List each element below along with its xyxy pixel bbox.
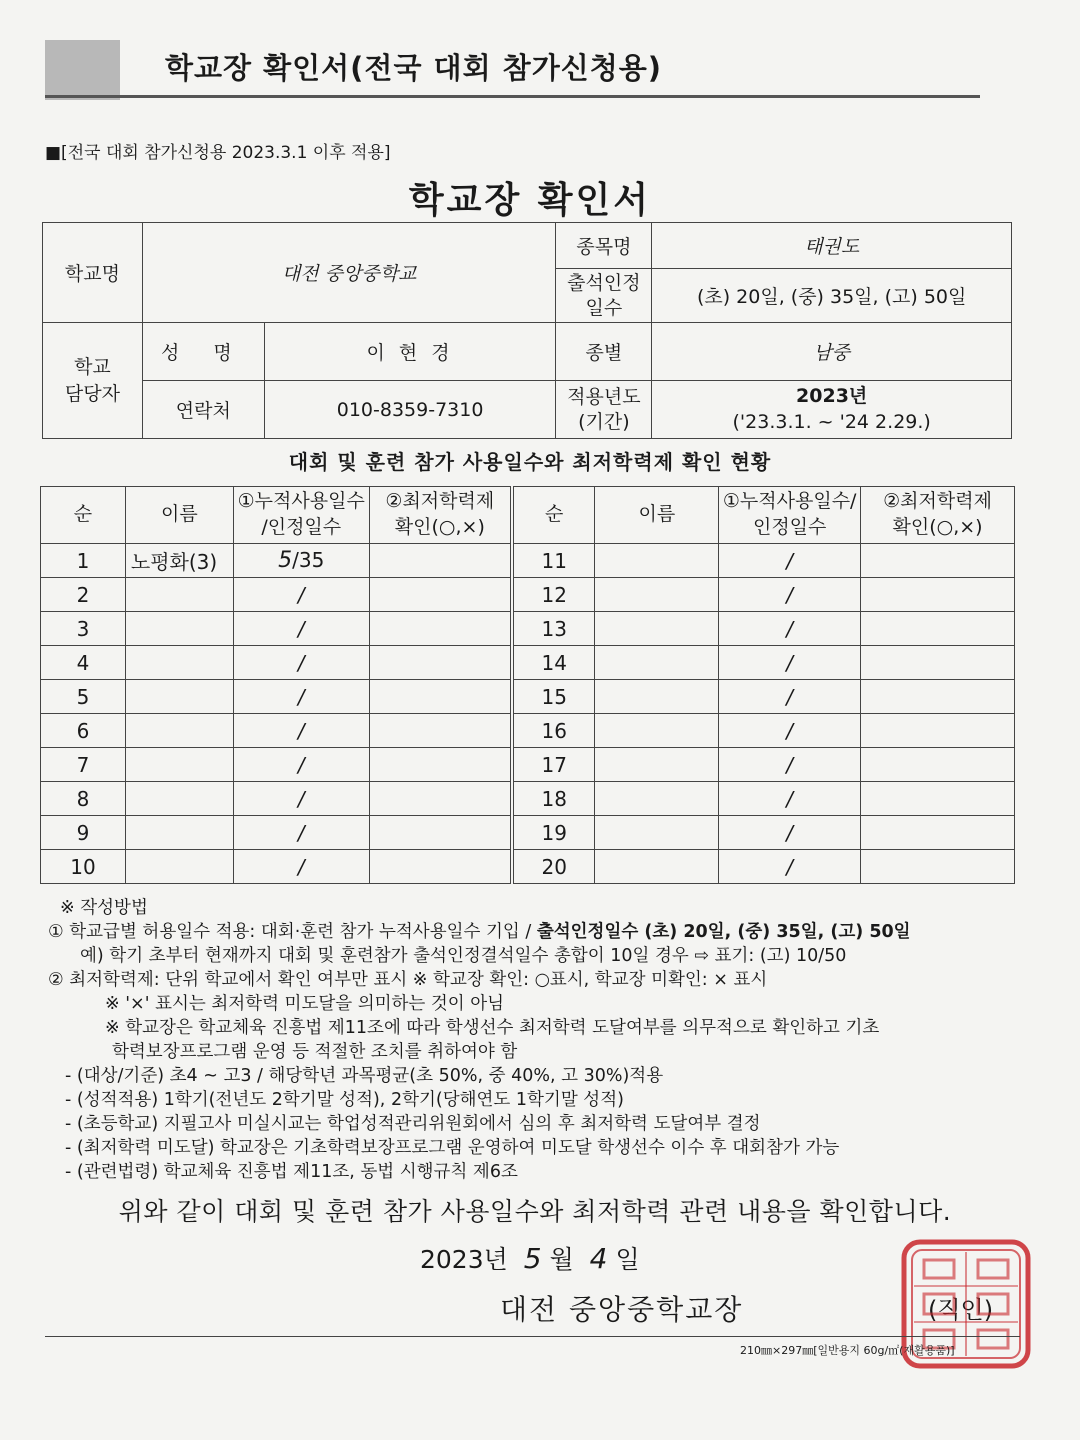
row-name <box>595 850 719 884</box>
date-month-label: 월 <box>549 1245 574 1274</box>
row-name <box>595 782 719 816</box>
row-days: / <box>233 850 369 884</box>
phone-label: 연락처 <box>142 381 264 439</box>
school-label: 학교명 <box>43 223 143 323</box>
name-value: 이 현 경 <box>264 323 556 381</box>
instruction-item-2-note-2a: ※ 학교장은 학교체육 진흥법 제11조에 따라 학생선수 최저학력 도달여부를 의무적으로 확인하고 기초 <box>105 1018 880 1038</box>
row-name <box>595 680 719 714</box>
row-no: 1 <box>41 544 126 578</box>
row-days: / <box>719 782 861 816</box>
phone-value: 010-8359-7310 <box>264 381 556 439</box>
banner-title: 학교장 확인서(전국 대회 참가신청용) <box>165 51 663 85</box>
date-day-label: 일 <box>615 1245 640 1274</box>
instruction-item-1-example: 예) 학기 초부터 현재까지 대회 및 훈련참가 출석인정결석일수 총합이 10일 경우 ⇨ 표기: (고) 10/50 <box>80 946 847 966</box>
row-check <box>861 612 1015 646</box>
row-name <box>125 782 233 816</box>
row-no: 4 <box>41 646 126 680</box>
year-value-line2: ('23.3.1. ~ '24 2.29.) <box>732 410 931 433</box>
table-row <box>41 714 1015 748</box>
attendance-value: (초) 20일, (중) 35일, (고) 50일 <box>652 269 1012 323</box>
row-name <box>595 816 719 850</box>
row-check <box>861 544 1015 578</box>
header-check-right-line1: ②최저학력제 <box>883 490 992 513</box>
year-value <box>652 381 1012 439</box>
row-name <box>595 646 719 680</box>
paper-spec: 210㎜×297㎜[일반용지 60g/㎡(재활용품)] <box>740 1344 955 1357</box>
row-days: / <box>233 646 369 680</box>
row-name <box>125 646 233 680</box>
row-check <box>369 816 512 850</box>
instructions-heading: ※ 작성방법 <box>60 898 148 918</box>
row-no: 5 <box>41 680 126 714</box>
row-check <box>369 578 512 612</box>
row-no: 19 <box>512 816 595 850</box>
header-gray-block <box>45 40 120 100</box>
row-check <box>369 646 512 680</box>
top-note: ■[전국 대회 참가신청용 2023.3.1 이후 적용] <box>45 143 391 163</box>
row-name <box>125 680 233 714</box>
row-name <box>595 544 719 578</box>
table-row <box>41 680 1015 714</box>
header-days-left-line1: ①누적사용일수 <box>237 490 365 513</box>
school-name: 대전 중앙중학교 <box>142 223 556 323</box>
instruction-item-1-text: ① 학교급별 허용일수 적용: 대회·훈련 참가 누적사용일수 기입 / <box>48 922 537 942</box>
date-month-handwritten: 5 <box>523 1242 542 1275</box>
row-no: 3 <box>41 612 126 646</box>
row-no: 14 <box>512 646 595 680</box>
year-label-line2: (기간) <box>578 410 630 433</box>
row-days: / <box>233 680 369 714</box>
row-days: / <box>719 578 861 612</box>
row-name <box>125 714 233 748</box>
row-no: 20 <box>512 850 595 884</box>
signature-date <box>420 1240 640 1276</box>
school-info-table <box>42 222 1012 439</box>
header-no-right: 순 <box>512 487 595 544</box>
row-no: 2 <box>41 578 126 612</box>
row-check <box>369 544 512 578</box>
row-name: 노평화(3) <box>125 544 233 578</box>
row-check <box>861 578 1015 612</box>
row-no: 10 <box>41 850 126 884</box>
category-value: 남중 <box>652 323 1012 381</box>
row-no: 7 <box>41 748 126 782</box>
row-no: 16 <box>512 714 595 748</box>
instruction-bullet: - (성적적용) 1학기(전년도 2학기말 성적), 2학기(당해연도 1학기말 성적) <box>65 1090 624 1110</box>
row-no: 6 <box>41 714 126 748</box>
row-days: / <box>719 748 861 782</box>
seal-label: (직인) <box>928 1296 994 1324</box>
date-year: 2023년 <box>420 1245 508 1274</box>
instructions <box>48 896 1025 1184</box>
year-label-line1: 적용년도 <box>567 385 641 408</box>
row-days: / <box>719 680 861 714</box>
row-days: / <box>719 544 861 578</box>
sport-label: 종목명 <box>556 223 652 269</box>
table-row <box>41 578 1015 612</box>
row-days: / <box>233 816 369 850</box>
table-row <box>41 646 1015 680</box>
row-check <box>369 782 512 816</box>
row-days: / <box>233 578 369 612</box>
row-check <box>369 850 512 884</box>
row-name <box>595 612 719 646</box>
attendance-label-line1: 출석인정 <box>567 271 641 294</box>
row-name <box>125 816 233 850</box>
attendance-label <box>556 269 652 323</box>
year-label <box>556 381 652 439</box>
row-days: / <box>233 612 369 646</box>
section-title: 대회 및 훈련 참가 사용일수와 최저학력제 확인 현황 <box>288 450 772 474</box>
header-check-right <box>861 487 1015 544</box>
row-days <box>233 544 369 578</box>
name-label: 성 명 <box>142 323 264 381</box>
row-days: / <box>719 816 861 850</box>
roster-table <box>40 486 1015 884</box>
row-no: 15 <box>512 680 595 714</box>
row-no: 11 <box>512 544 595 578</box>
bottom-rule <box>45 1336 1020 1337</box>
header-days-left-line2: /인정일수 <box>261 516 342 538</box>
row-check <box>861 714 1015 748</box>
row-name <box>125 578 233 612</box>
contact-label-line2: 담당자 <box>64 382 120 405</box>
row-no: 18 <box>512 782 595 816</box>
row-name <box>595 714 719 748</box>
row-days: / <box>233 748 369 782</box>
document-title: 학교장 확인서 <box>408 180 652 221</box>
table-row <box>41 544 1015 578</box>
header-days-right-line1: ①누적사용일수/ <box>722 490 857 513</box>
table-row <box>41 782 1015 816</box>
row-check <box>861 850 1015 884</box>
table-row <box>41 816 1015 850</box>
year-value-line1: 2023년 <box>796 384 868 407</box>
table-row <box>41 612 1015 646</box>
instruction-bullet: - (대상/기준) 초4 ~ 고3 / 해당학년 과목평균(초 50%, 중 40%, 고 30%)적용 <box>65 1066 664 1086</box>
row-no: 12 <box>512 578 595 612</box>
header-check-left-line2: 확인(○,×) <box>394 516 485 538</box>
row-check <box>369 748 512 782</box>
row-no: 9 <box>41 816 126 850</box>
header-name-right: 이름 <box>595 487 719 544</box>
header-days-right-line2: 인정일수 <box>752 516 827 538</box>
header-check-right-line2: 확인(○,×) <box>892 516 983 538</box>
contact-label-line1: 학교 <box>74 355 111 378</box>
header-no-left: 순 <box>41 487 126 544</box>
instruction-bullet: - (초등학교) 지필고사 미실시교는 학업성적관리위원회에서 심의 후 최저학력 도달여부 결정 <box>65 1114 761 1134</box>
row-days: / <box>719 646 861 680</box>
row-check <box>861 782 1015 816</box>
row-check <box>861 816 1015 850</box>
row-no: 17 <box>512 748 595 782</box>
row-no: 13 <box>512 612 595 646</box>
table-row <box>41 850 1015 884</box>
sport-value: 태권도 <box>652 223 1012 269</box>
instruction-item-2: ② 최저학력제: 단위 학교에서 확인 여부만 표시 ※ 학교장 확인: ○표시, 학교장 미확인: × 표시 <box>48 970 768 990</box>
row-name <box>595 748 719 782</box>
row-check <box>861 646 1015 680</box>
banner-rule <box>45 95 980 98</box>
header-days-left <box>233 487 369 544</box>
row-days-total: /35 <box>292 548 325 572</box>
row-check <box>369 612 512 646</box>
contact-label <box>43 323 143 439</box>
row-days: / <box>233 714 369 748</box>
instruction-bullet: - (최저학력 미도달) 학교장은 기초학력보장프로그램 운영하여 미도달 학생선수 이수 후 대회참가 가능 <box>65 1138 840 1158</box>
instruction-item-2-note-2b: 학력보장프로그램 운영 등 적절한 조치를 취하여야 함 <box>112 1042 518 1062</box>
instruction-item-1-bold: 출석인정일수 (초) 20일, (중) 35일, (고) 50일 <box>536 922 911 942</box>
row-days: / <box>233 782 369 816</box>
category-label: 종별 <box>556 323 652 381</box>
row-check <box>861 680 1015 714</box>
row-days: / <box>719 714 861 748</box>
row-name <box>125 612 233 646</box>
instruction-item-2-note-1: ※ '×' 표시는 최저학력 미도달을 의미하는 것이 아님 <box>105 994 505 1014</box>
row-name <box>125 748 233 782</box>
row-check <box>369 714 512 748</box>
header-days-right <box>719 487 861 544</box>
row-name <box>595 578 719 612</box>
date-day-handwritten: 4 <box>589 1242 608 1275</box>
row-name <box>125 850 233 884</box>
row-check <box>861 748 1015 782</box>
confirmation-statement: 위와 같이 대회 및 훈련 참가 사용일수와 최저학력 관련 내용을 확인합니다. <box>118 1197 952 1226</box>
header-check-left-line1: ②최저학력제 <box>385 490 495 513</box>
row-days: / <box>719 850 861 884</box>
row-days: / <box>719 612 861 646</box>
principal-name: 대전 중앙중학교장 <box>500 1293 744 1326</box>
header-check-left <box>369 487 512 544</box>
instruction-item-1 <box>48 920 1025 944</box>
instruction-bullet: - (관련법령) 학교체육 진흥법 제11조, 동법 시행규칙 제6조 <box>65 1162 518 1182</box>
table-row <box>41 748 1015 782</box>
row-days-used: 5 <box>278 548 293 573</box>
row-check <box>369 680 512 714</box>
header-name-left: 이름 <box>125 487 233 544</box>
attendance-label-line2: 일수 <box>585 296 623 319</box>
row-no: 8 <box>41 782 126 816</box>
